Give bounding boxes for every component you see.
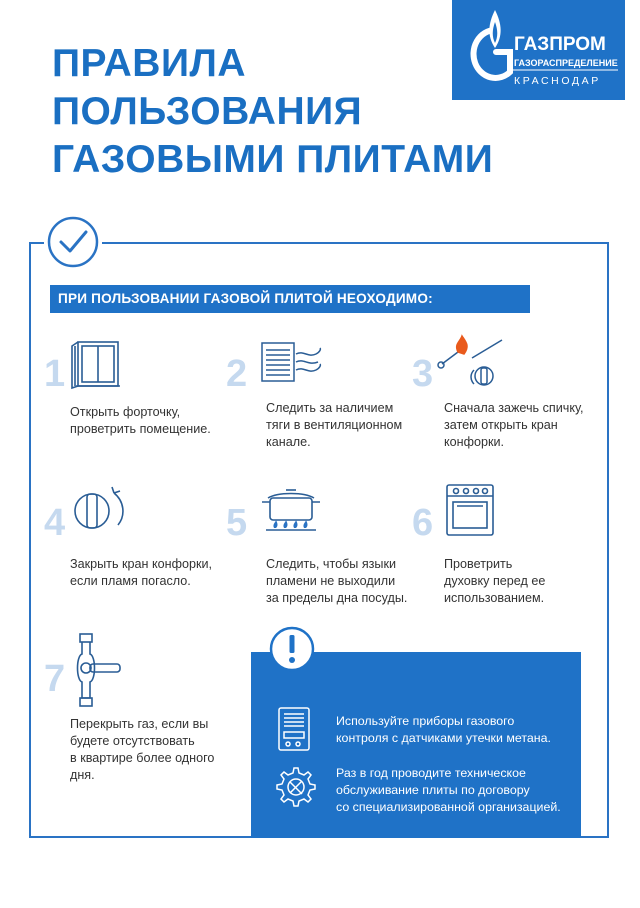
warning-icon <box>268 625 316 673</box>
title-line-2: ПОЛЬЗОВАНИЯ <box>52 90 363 133</box>
page-title <box>52 40 493 184</box>
gas-valve-icon <box>70 632 126 708</box>
step-6-number: 6 <box>412 502 434 544</box>
service-gear-icon <box>270 764 318 810</box>
svg-text:ГАЗОРАСПРЕДЕЛЕНИЕ: ГАЗОРАСПРЕДЕЛЕНИЕ <box>514 58 618 68</box>
banner-text: ПРИ ПОЛЬЗОВАНИИ ГАЗОВОЙ ПЛИТОЙ НЕОХОДИМО: <box>58 291 433 306</box>
step-4-number: 4 <box>44 502 66 544</box>
ventilation-icon <box>258 340 324 386</box>
step-7-text: Перекрыть газ, если вы будете отсутствовать в квартире более одного дня. <box>70 717 215 782</box>
step-4-text: Закрыть кран конфорки, если пламя погасло. <box>70 557 212 588</box>
note-1-text: Используйте приборы газового контроля с датчиками утечки метана. <box>336 714 551 745</box>
burner-knob-icon <box>70 485 128 535</box>
step-7-number: 7 <box>44 658 66 700</box>
step-1-number: 1 <box>44 353 66 395</box>
checkmark-icon <box>44 213 102 271</box>
gazprom-flame-icon <box>452 0 625 100</box>
window-icon <box>70 338 124 390</box>
pot-on-flame-icon <box>258 484 324 536</box>
step-2-text: Следить за наличием тяги в вентиляционном канале. <box>266 401 403 449</box>
step-6-text: Проветрить духовку перед ее использованием. <box>444 557 546 605</box>
banner <box>50 285 530 313</box>
gas-detector-icon <box>276 706 312 752</box>
step-5-text: Следить, чтобы языки пламени не выходили за пределы дна посуды. <box>266 557 408 605</box>
gazprom-logo <box>452 0 625 100</box>
oven-icon <box>444 482 496 538</box>
note-2-text: Раз в год проводите техническое обслуживание плиты по договору со специализированной организацией. <box>336 766 561 814</box>
checkmark-badge <box>44 213 102 271</box>
svg-text:КРАСНОДАР: КРАСНОДАР <box>514 75 601 87</box>
step-1-text: Открыть форточку, проветрить помещение. <box>70 405 211 436</box>
step-5-number: 5 <box>226 502 248 544</box>
match-and-knob-icon <box>436 334 506 392</box>
title-line-1: ПРАВИЛА <box>52 42 247 85</box>
title-line-3: ГАЗОВЫМИ ПЛИТАМИ <box>52 138 494 181</box>
step-3-number: 3 <box>412 353 434 395</box>
svg-text:ГАЗПРОМ: ГАЗПРОМ <box>514 34 606 55</box>
step-3-text: Сначала зажечь спичку, затем открыть кран конфорки. <box>444 401 584 449</box>
step-2-number: 2 <box>226 353 248 395</box>
